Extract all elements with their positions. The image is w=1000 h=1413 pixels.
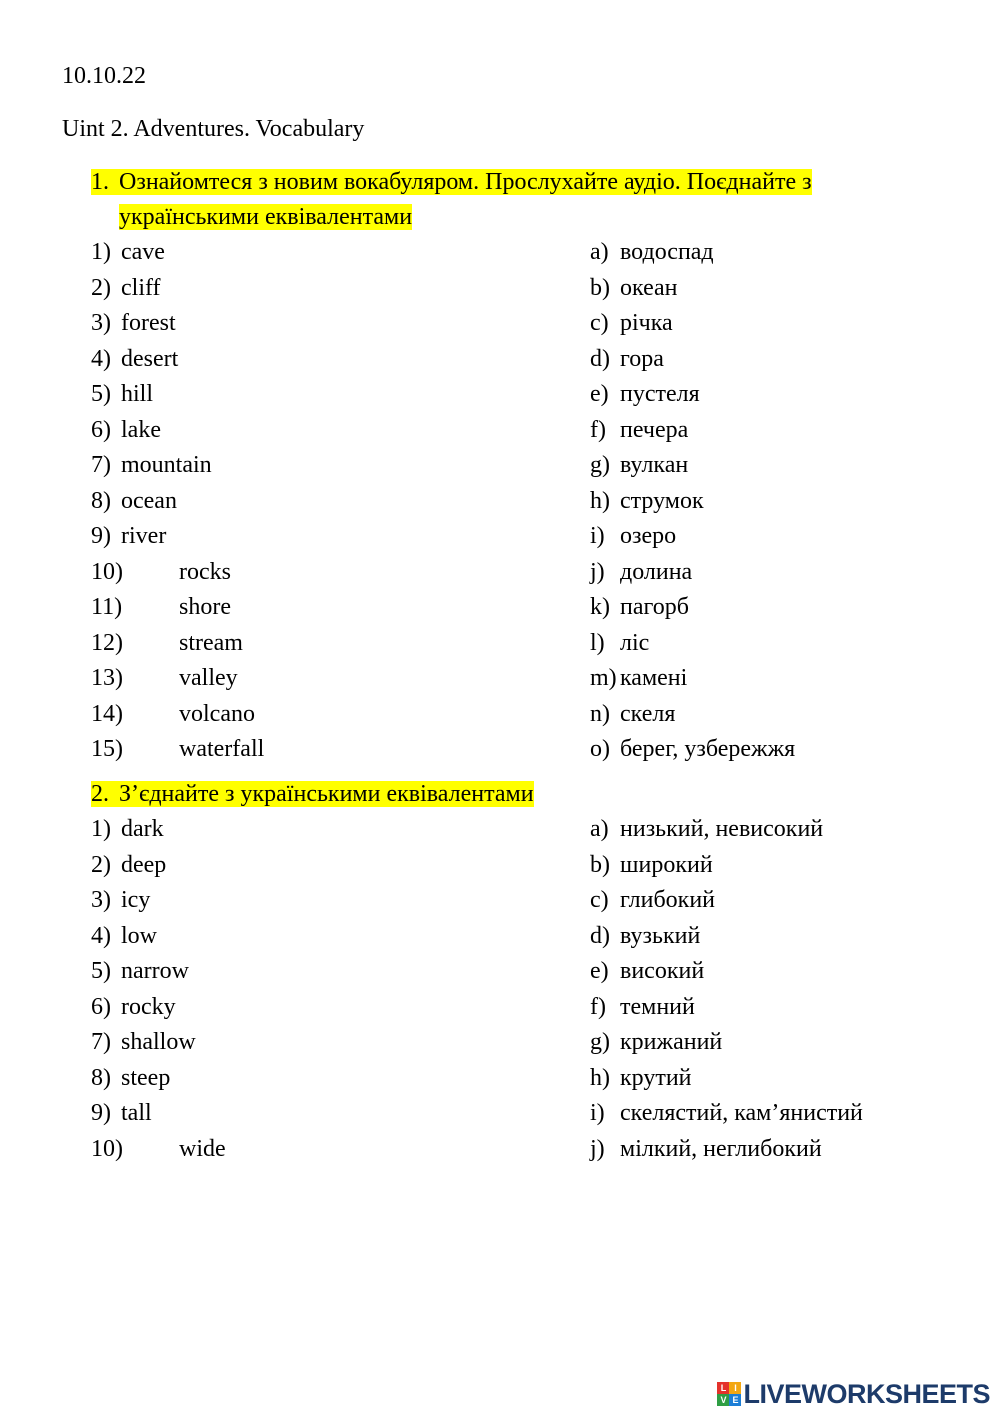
english-word: icy [121, 887, 151, 913]
english-item [91, 628, 243, 658]
english-word: valley [179, 665, 238, 691]
task2-instruction [91, 780, 534, 808]
logo-letter: L [717, 1382, 729, 1394]
english-item [91, 921, 157, 951]
date: 10.10.22 [62, 63, 146, 89]
item-letter: d) [590, 922, 610, 949]
english-item [91, 1134, 226, 1164]
ukrainian-item [590, 237, 714, 267]
english-word: volcano [179, 700, 255, 727]
task2-instruction-text: З’єднайте з українськими еквівалентами [119, 781, 534, 807]
logo-letter: V [717, 1394, 729, 1406]
english-word: rocky [121, 993, 176, 1020]
task1-instruction-line2 [119, 203, 412, 231]
ukrainian-word: мілкий, неглибокий [620, 1135, 822, 1162]
ukrainian-word: струмок [620, 487, 704, 514]
ukrainian-item [590, 592, 689, 622]
english-word: rocks [179, 558, 231, 585]
item-number: 5) [91, 958, 111, 984]
page-title: Uint 2. Adventures. Vocabulary [62, 116, 365, 142]
ukrainian-word: камені [620, 665, 688, 691]
ukrainian-item [590, 850, 713, 880]
item-letter: h) [590, 1064, 610, 1091]
item-letter: d) [590, 345, 610, 372]
item-number: 10) [91, 1135, 123, 1162]
ukrainian-item [590, 992, 695, 1022]
ukrainian-item [590, 734, 795, 764]
item-letter: k) [590, 594, 610, 620]
item-number: 13) [91, 665, 123, 691]
item-number: 7) [91, 452, 111, 478]
item-letter: n) [590, 700, 610, 727]
english-item [91, 956, 189, 986]
item-letter: j) [590, 1135, 605, 1162]
task1-number: 1. [91, 169, 109, 195]
english-word: ocean [121, 487, 177, 514]
english-word: waterfall [179, 736, 265, 762]
item-letter: f) [590, 993, 606, 1020]
item-number: 2) [91, 851, 111, 878]
english-item [91, 885, 150, 915]
ukrainian-item [590, 885, 715, 915]
item-letter: j) [590, 558, 605, 585]
item-letter: b) [590, 851, 610, 878]
task1-instruction-text-2: українськими еквівалентами [119, 204, 413, 230]
item-number: 9) [91, 523, 111, 549]
ukrainian-word: океан [620, 274, 678, 301]
item-letter: m) [590, 665, 617, 691]
ukrainian-item [590, 814, 823, 844]
english-item [91, 992, 176, 1022]
english-word: cave [121, 239, 165, 265]
english-item [91, 486, 177, 516]
item-number: 5) [91, 381, 111, 407]
ukrainian-word: темний [620, 993, 695, 1020]
ukrainian-word: крутий [620, 1064, 692, 1091]
english-item [91, 1098, 152, 1128]
item-letter: g) [590, 452, 610, 478]
ukrainian-word: пустеля [620, 381, 700, 407]
english-word: dark [121, 816, 164, 842]
english-item [91, 1027, 196, 1057]
english-item [91, 663, 238, 693]
item-letter: l) [590, 629, 605, 656]
ukrainian-item [590, 557, 692, 587]
item-letter: e) [590, 958, 609, 984]
ukrainian-item [590, 1027, 722, 1057]
english-item [91, 850, 166, 880]
ukrainian-item [590, 1063, 692, 1093]
ukrainian-word: річка [620, 310, 673, 336]
english-item [91, 814, 164, 844]
item-number: 15) [91, 736, 123, 762]
english-item [91, 1063, 170, 1093]
ukrainian-word: ліс [620, 629, 650, 656]
ukrainian-word: високий [620, 958, 705, 984]
english-item [91, 344, 178, 374]
english-word: cliff [121, 274, 161, 301]
ukrainian-word: глибокий [620, 887, 716, 913]
english-item [91, 415, 161, 445]
english-word: lake [121, 416, 161, 443]
item-number: 12) [91, 629, 123, 656]
ukrainian-word: гора [620, 345, 664, 372]
english-word: shore [179, 594, 231, 620]
english-word: river [121, 523, 167, 549]
item-number: 3) [91, 887, 111, 913]
task2-number: 2. [91, 781, 109, 807]
ukrainian-item [590, 1098, 863, 1128]
ukrainian-item [590, 1134, 822, 1164]
english-word: hill [121, 381, 154, 407]
ukrainian-word: широкий [620, 851, 713, 878]
logo-letter: I [729, 1382, 741, 1394]
ukrainian-word: пагорб [620, 594, 689, 620]
english-word: tall [121, 1100, 152, 1126]
task1-instruction-line1 [91, 168, 812, 196]
item-letter: f) [590, 416, 606, 443]
item-letter: h) [590, 487, 610, 514]
ukrainian-item [590, 344, 664, 374]
item-number: 1) [91, 239, 111, 265]
english-item [91, 379, 153, 409]
ukrainian-item [590, 699, 675, 729]
english-item [91, 699, 255, 729]
item-number: 4) [91, 922, 111, 949]
english-word: forest [121, 310, 176, 336]
ukrainian-word: долина [620, 558, 693, 585]
item-letter: a) [590, 239, 609, 265]
english-word: shallow [121, 1029, 196, 1055]
english-word: desert [121, 345, 179, 372]
item-letter: c) [590, 887, 609, 913]
logo-letter: E [729, 1394, 741, 1406]
ukrainian-item [590, 921, 700, 951]
item-number: 6) [91, 993, 111, 1020]
item-number: 4) [91, 345, 111, 372]
english-item [91, 308, 176, 338]
english-item [91, 521, 166, 551]
english-word: low [121, 922, 157, 949]
english-item [91, 450, 212, 480]
item-number: 3) [91, 310, 111, 336]
liveworksheets-logo[interactable] [717, 1378, 990, 1409]
item-number: 10) [91, 558, 123, 585]
ukrainian-word: скеля [620, 700, 676, 727]
ukrainian-item [590, 663, 687, 693]
ukrainian-word: скелястий, кам’янистий [620, 1100, 863, 1126]
english-item [91, 237, 165, 267]
item-letter: o) [590, 736, 610, 762]
item-letter: i) [590, 523, 605, 549]
english-word: mountain [121, 452, 212, 478]
item-number: 2) [91, 274, 111, 301]
ukrainian-item [590, 415, 688, 445]
liveworksheets-logo-icon [717, 1382, 741, 1406]
liveworksheets-logo-text: LIVEWORKSHEETS [743, 1378, 990, 1409]
ukrainian-item [590, 486, 704, 516]
ukrainian-item [590, 956, 704, 986]
item-letter: b) [590, 274, 610, 301]
ukrainian-word: вулкан [620, 452, 689, 478]
ukrainian-item [590, 628, 649, 658]
item-letter: i) [590, 1100, 605, 1126]
english-item [91, 557, 231, 587]
english-word: narrow [121, 958, 189, 984]
english-word: steep [121, 1064, 171, 1091]
item-number: 8) [91, 487, 111, 514]
item-number: 6) [91, 416, 111, 443]
item-number: 11) [91, 594, 123, 620]
ukrainian-word: берег, узбережжя [620, 736, 796, 762]
ukrainian-item [590, 308, 673, 338]
english-word: stream [179, 629, 243, 656]
item-number: 9) [91, 1100, 111, 1126]
english-item [91, 734, 264, 764]
item-letter: g) [590, 1029, 610, 1055]
ukrainian-word: вузький [620, 922, 701, 949]
ukrainian-word: озеро [620, 523, 677, 549]
item-number: 7) [91, 1029, 111, 1055]
english-item [91, 273, 161, 303]
ukrainian-word: печера [620, 416, 689, 443]
ukrainian-word: водоспад [620, 239, 714, 265]
item-number: 8) [91, 1064, 111, 1091]
item-number: 1) [91, 816, 111, 842]
ukrainian-word: низький, невисокий [620, 816, 824, 842]
item-letter: a) [590, 816, 609, 842]
english-item [91, 592, 231, 622]
english-word: wide [179, 1135, 226, 1162]
item-number: 14) [91, 700, 123, 727]
task1-instruction-text: Ознайомтеся з новим вокабуляром. Прослухайте аудіо. Поєднайте з [119, 169, 812, 195]
ukrainian-item [590, 379, 700, 409]
ukrainian-item [590, 273, 678, 303]
english-word: deep [121, 851, 167, 878]
ukrainian-item [590, 521, 676, 551]
ukrainian-item [590, 450, 688, 480]
ukrainian-word: крижаний [620, 1029, 723, 1055]
item-letter: c) [590, 310, 609, 336]
item-letter: e) [590, 381, 609, 407]
